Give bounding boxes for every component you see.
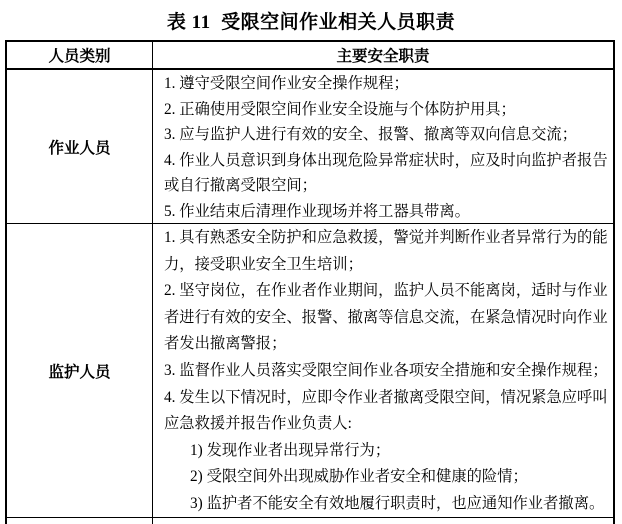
duties-table (5, 40, 615, 524)
duty-line: 5. 作业结束后清理作业现场并将工器具带离。 (164, 202, 470, 220)
duties-cell (153, 70, 614, 223)
duty-line: 3. 监督作业人员落实受限空间作业各项安全措施和安全操作规程； (164, 361, 608, 379)
partial-category-cell (7, 518, 153, 524)
duty-line: 1. 具有熟悉安全防护和应急救援，警觉并判断作业者异常行为的能 (164, 229, 608, 246)
duty-line: 力，接受职业安全卫生培训； (164, 255, 363, 273)
duties-cell (153, 224, 614, 517)
header-personnel-category: 人员类别 (7, 42, 153, 68)
duty-line: 3) 监护者不能安全有效地履行职责时，也应通知作业者撤离。 (190, 494, 605, 512)
table-title: 表 11 受限空间作业相关人员职责 (166, 12, 456, 33)
duty-line: 4. 作业人员意识到身体出现危险异常症状时，应及时向监护者报告 (164, 151, 608, 169)
duty-line: 者进行有效的安全、报警、撤离等信息交流，在紧急情况时向作业 (164, 308, 608, 326)
duty-line: 3. 应与监护人进行有效的安全、报警、撤离等双向信息交流； (164, 126, 578, 143)
partial-duties-cell (153, 518, 613, 524)
duty-line: 2. 坚守岗位，在作业者作业期间，监护人员不能离岗，适时与作业 (164, 282, 608, 300)
duty-line: 或自行撤离受限空间； (164, 177, 317, 194)
duty-line: 2. 正确使用受限空间作业安全设施与个体防护用具； (164, 100, 516, 118)
table-row (7, 70, 613, 224)
category-cell: 作业人员 (7, 70, 153, 223)
duty-line: 1) 发现作业者出现异常行为； (190, 441, 391, 459)
duty-line: 4. 发生以下情况时，应即令作业者撤离受限空间，情况紧急应呼叫 (164, 388, 608, 406)
duty-line: 1. 遵守受限空间作业安全操作规程； (164, 75, 409, 92)
table-header-row (7, 42, 613, 70)
duty-line: 应急救援并报告作业负责人: (164, 415, 352, 433)
partial-next-row (7, 518, 613, 524)
duty-line: 者发出撤离警报； (164, 335, 287, 353)
table-row (7, 224, 613, 518)
duty-line: 2) 受限空间外出现威胁作业者安全和健康的险情； (190, 468, 528, 486)
header-main-safety-duties: 主要安全职责 (336, 48, 430, 65)
category-cell: 监护人员 (7, 224, 153, 517)
table-body (7, 70, 613, 518)
